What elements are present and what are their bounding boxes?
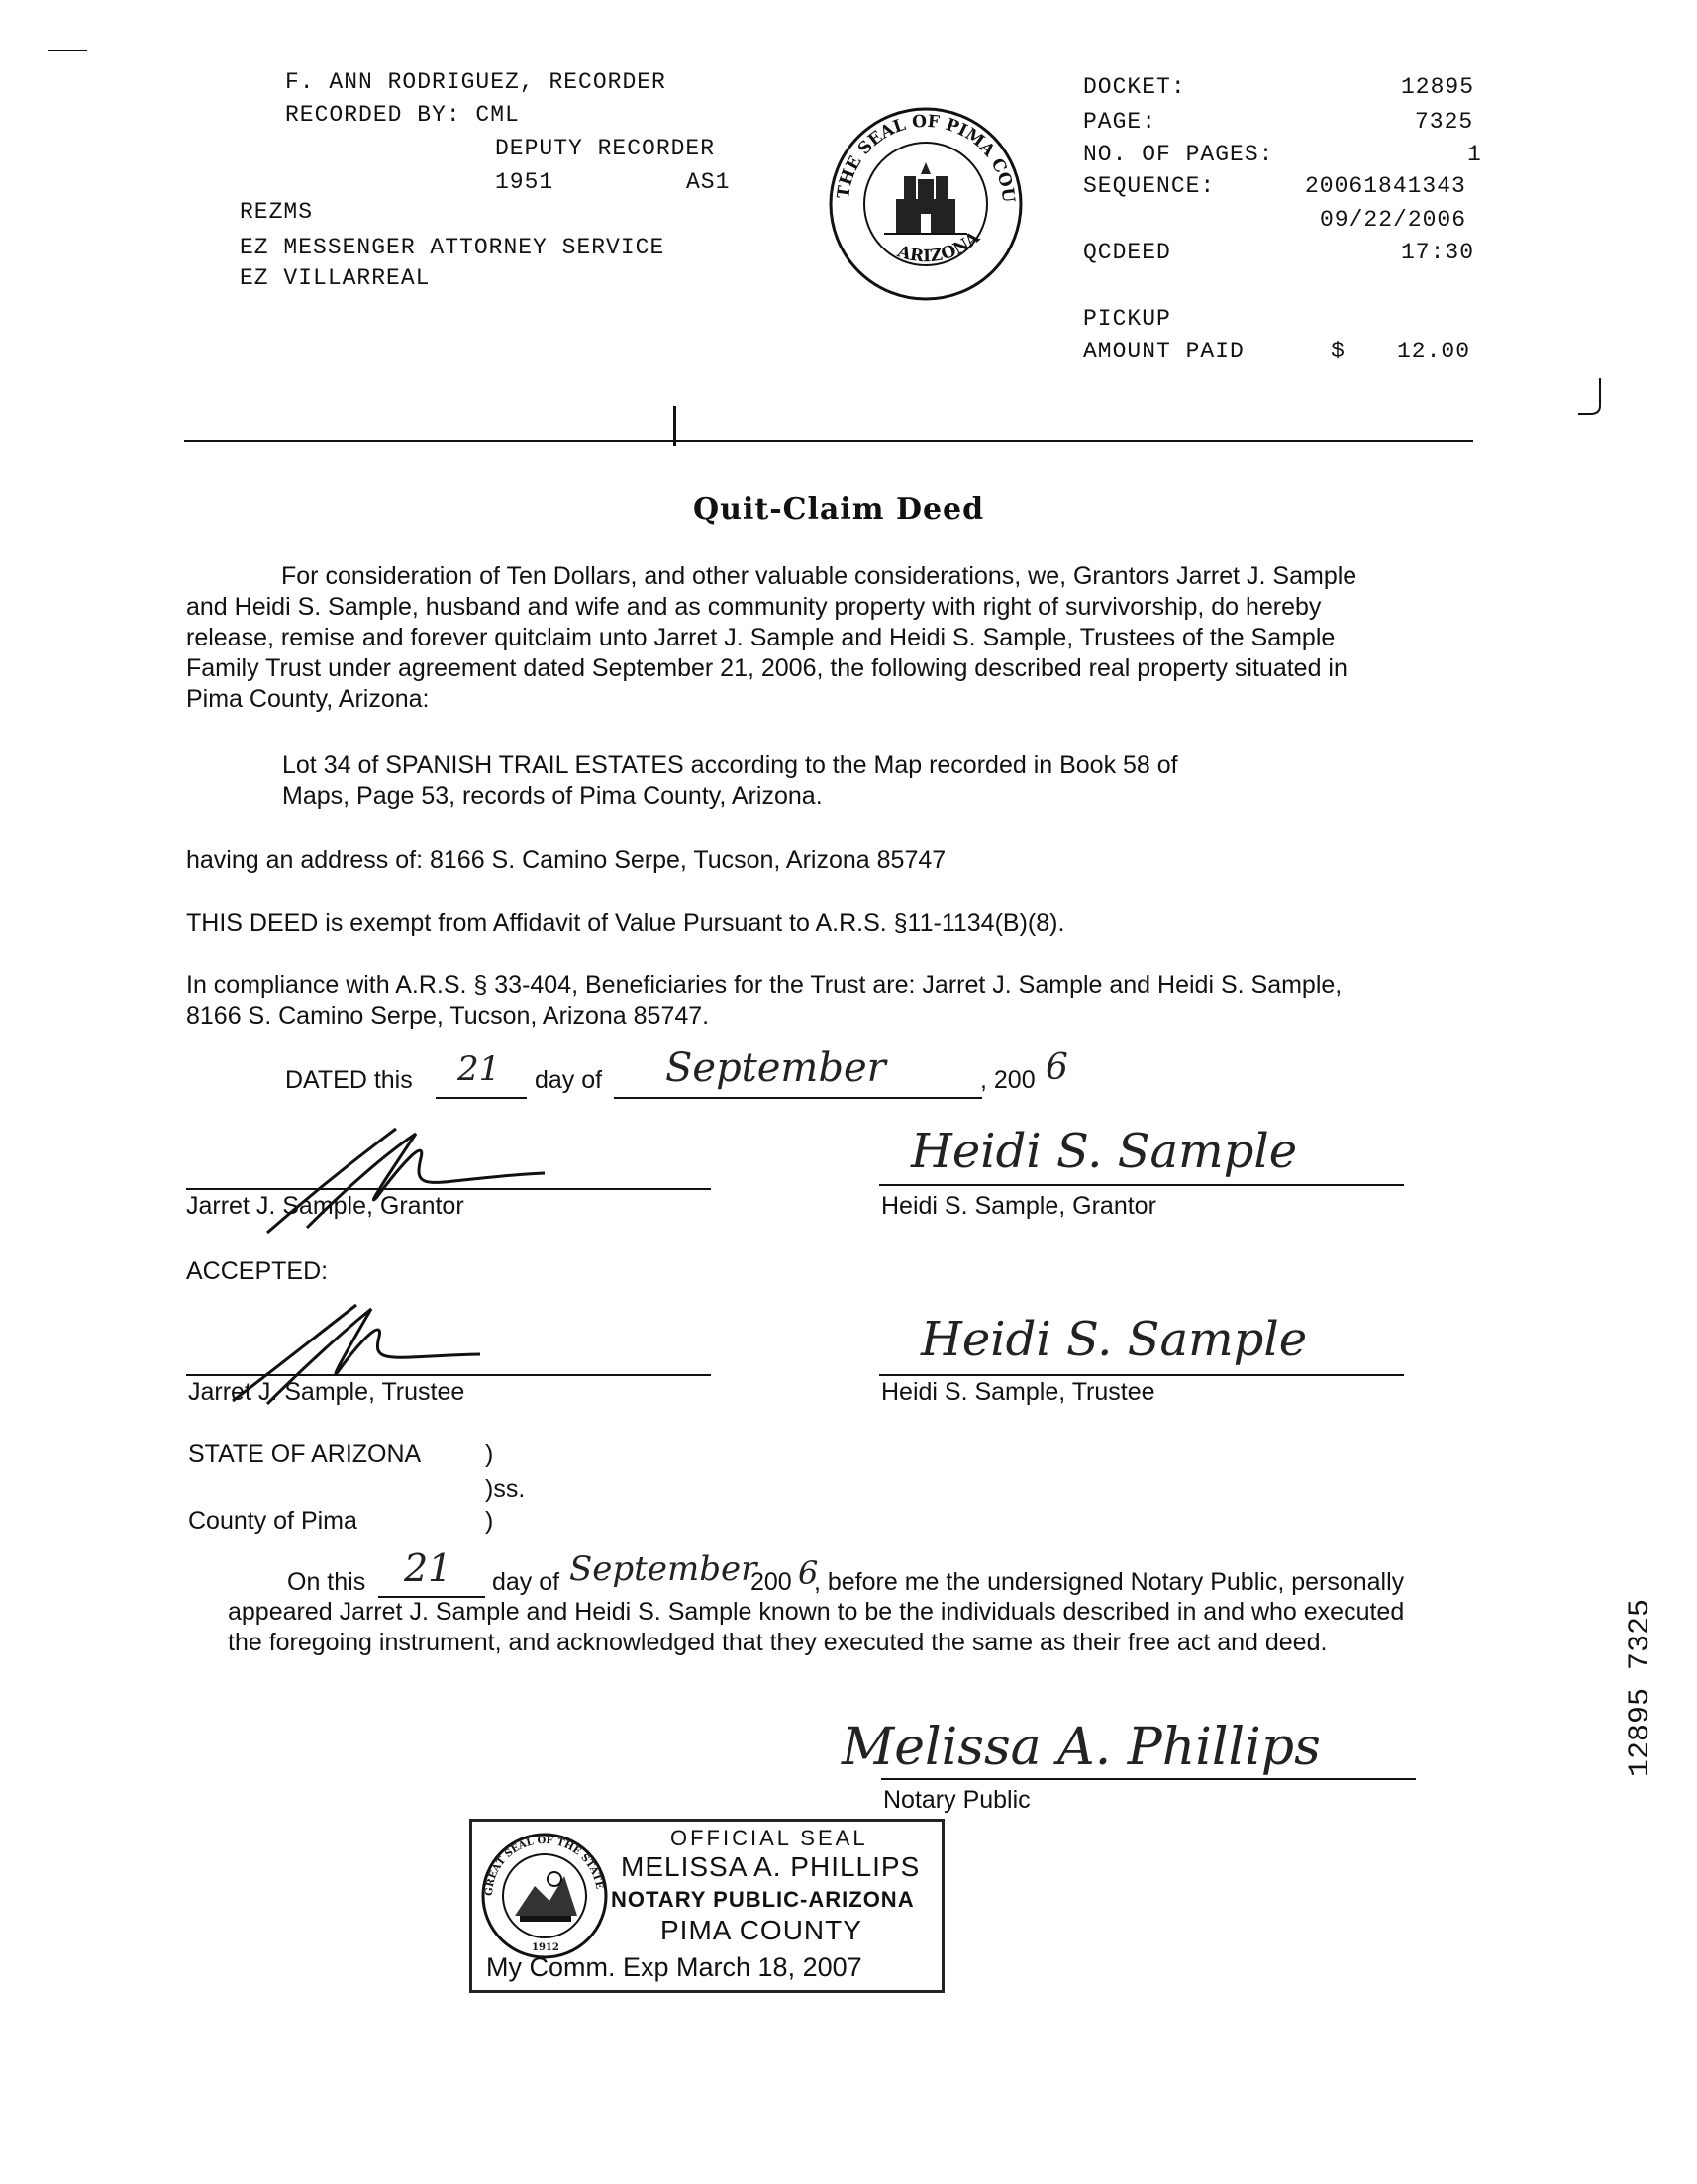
compliance-line: 8166 S. Camino Serpe, Tucson, Arizona 85747. xyxy=(186,1002,710,1030)
arizona-state-seal xyxy=(480,1832,609,1960)
notary-mid: day of xyxy=(492,1568,560,1596)
notary-public-label: Notary Public xyxy=(883,1786,1031,1814)
recorder-code-2: AS1 xyxy=(686,169,731,195)
pickup-label: PICKUP xyxy=(1083,306,1171,332)
dated-day-underline xyxy=(436,1097,527,1099)
margin-mark xyxy=(1576,376,1606,416)
amount-currency: $ xyxy=(1331,339,1346,364)
stamp-line-4: PIMA COUNTY xyxy=(660,1915,862,1945)
venue-paren-2: ) xyxy=(485,1507,494,1535)
dated-year-prefix: , 200 xyxy=(980,1066,1036,1094)
document-title: Quit-Claim Deed xyxy=(693,492,985,527)
side-record-number: 12895 7325 xyxy=(1624,1599,1657,1778)
notary-rest: , before me the undersigned Notary Public, personally xyxy=(814,1568,1405,1596)
legal-line: Maps, Page 53, records of Pima County, Arizona. xyxy=(282,782,823,810)
stamp-line-2: MELISSA A. PHILLIPS xyxy=(621,1851,921,1882)
notary-prefix: On this xyxy=(287,1568,366,1596)
notary-day: 21 xyxy=(404,1546,452,1590)
recorder-code-1: 1951 xyxy=(495,169,554,195)
para1-line: Family Trust under agreement dated September 21, 2006, the following described real property situated in xyxy=(186,654,1348,682)
jarret-signature-1 xyxy=(248,1119,564,1247)
para1-line: and Heidi S. Sample, husband and wife and as community property with right of survivorship, do hereby xyxy=(186,593,1322,621)
docket-value: 12895 xyxy=(1401,74,1475,100)
dated-year-digit: 6 xyxy=(1046,1047,1068,1088)
header-divider xyxy=(184,440,1473,442)
stamp-line-3: NOTARY PUBLIC-ARIZONA xyxy=(611,1887,915,1912)
recorded-by: RECORDED BY: CML xyxy=(285,102,520,128)
pages-value: 1 xyxy=(1467,142,1482,167)
trustee1-label: Jarret J. Sample, Trustee xyxy=(188,1378,465,1406)
consideration-paragraph xyxy=(186,561,1473,715)
legal-line: Lot 34 of SPANISH TRAIL ESTATES according to the Map recorded in Book 58 of xyxy=(282,751,1178,779)
dated-month: September xyxy=(665,1045,886,1091)
sequence-value: 20061841343 xyxy=(1305,173,1466,199)
heidi-signature-2: Heidi S. Sample xyxy=(921,1312,1308,1367)
seal-arc-bottom: ARIZONA xyxy=(895,227,984,267)
notary-line: the foregoing instrument, and acknowledged that they executed the same as their free act and deed. xyxy=(228,1629,1328,1656)
dated-day: 21 xyxy=(457,1049,501,1089)
notary-year-prefix: 200 xyxy=(750,1568,792,1596)
para1-line: For consideration of Ten Dollars, and other valuable considerations, we, Grantors Jarret J. Sample xyxy=(281,562,1357,590)
grantor1-label: Jarret J. Sample, Grantor xyxy=(186,1192,464,1220)
pages-label: NO. OF PAGES: xyxy=(1083,142,1274,167)
dated-mid: day of xyxy=(535,1066,603,1094)
para1-line: Pima County, Arizona: xyxy=(186,685,430,713)
seal-arc-top: THE SEAL OF PIMA COU xyxy=(834,111,1019,204)
stamp-line-1: OFFICIAL SEAL xyxy=(670,1826,868,1850)
deputy-recorder: DEPUTY RECORDER xyxy=(495,136,716,161)
dated-month-underline xyxy=(614,1097,982,1099)
notary-month: September xyxy=(569,1549,757,1589)
corner-mark xyxy=(48,50,87,51)
stamp-line-5: My Comm. Exp March 18, 2007 xyxy=(486,1952,862,1982)
venue-paren-1: ) xyxy=(485,1440,494,1468)
pima-county-seal xyxy=(827,105,1025,303)
notary-signature: Melissa A. Phillips xyxy=(842,1718,1321,1777)
notary-year-digit: 6 xyxy=(798,1554,819,1592)
compliance-line: In compliance with A.R.S. § 33-404, Beneficiaries for the Trust are: Jarret J. Sample and Heidi S. Sample, xyxy=(186,971,1343,999)
svg-text:GREAT SEAL OF THE STATE OF ARI xyxy=(480,1832,605,1896)
docket-label: DOCKET: xyxy=(1083,74,1186,100)
county-label: County of Pima xyxy=(188,1507,357,1535)
notary-paragraph xyxy=(228,1597,1515,1658)
para1-line: release, remise and forever quitclaim unto Jarret J. Sample and Heidi S. Sample, Trustees of the Sample xyxy=(186,624,1336,651)
header-divider-tick xyxy=(673,406,676,446)
exemption-statement: THIS DEED is exempt from Affidavit of Value Pursuant to A.R.S. §11-1134(B)(8). xyxy=(186,909,1065,937)
notary-signature-line xyxy=(881,1778,1416,1780)
sequence-label: SEQUENCE: xyxy=(1083,173,1216,199)
grantor2-signature-line xyxy=(879,1184,1404,1186)
recorder-name: F. ANN RODRIGUEZ, RECORDER xyxy=(285,69,666,95)
compliance-paragraph xyxy=(186,970,1473,1032)
grantor2-label: Heidi S. Sample, Grantor xyxy=(881,1192,1156,1220)
trustee2-label: Heidi S. Sample, Trustee xyxy=(881,1378,1155,1406)
heidi-signature-1: Heidi S. Sample xyxy=(911,1124,1298,1179)
dated-prefix: DATED this xyxy=(285,1066,413,1094)
notary-stamp xyxy=(469,1819,945,1993)
legal-description xyxy=(282,750,1569,812)
page-value: 7325 xyxy=(1415,109,1474,135)
venue-ss: )ss. xyxy=(485,1475,526,1503)
messenger-service: EZ MESSENGER ATTORNEY SERVICE xyxy=(240,235,665,260)
notary-line: appeared Jarret J. Sample and Heidi S. Sample known to be the individuals described in and who executed xyxy=(228,1598,1405,1626)
record-date: 09/22/2006 xyxy=(1320,207,1467,233)
record-time: 17:30 xyxy=(1401,240,1475,265)
document-type: QCDEED xyxy=(1083,240,1171,265)
amount-label: AMOUNT PAID xyxy=(1083,339,1245,364)
state-seal-text: GREAT SEAL OF THE STATE xyxy=(483,1835,605,1897)
trustee2-signature-line xyxy=(879,1374,1404,1376)
accepted-label: ACCEPTED: xyxy=(186,1257,329,1285)
rezms-code: REZMS xyxy=(240,199,314,225)
state-label: STATE OF ARIZONA xyxy=(188,1440,422,1468)
state-seal-year: 1912 xyxy=(532,1942,559,1953)
messenger-name: EZ VILLARREAL xyxy=(240,265,431,291)
amount-value: 12.00 xyxy=(1397,339,1471,364)
property-address: having an address of: 8166 S. Camino Serpe, Tucson, Arizona 85747 xyxy=(186,846,947,874)
page-label: PAGE: xyxy=(1083,109,1157,135)
